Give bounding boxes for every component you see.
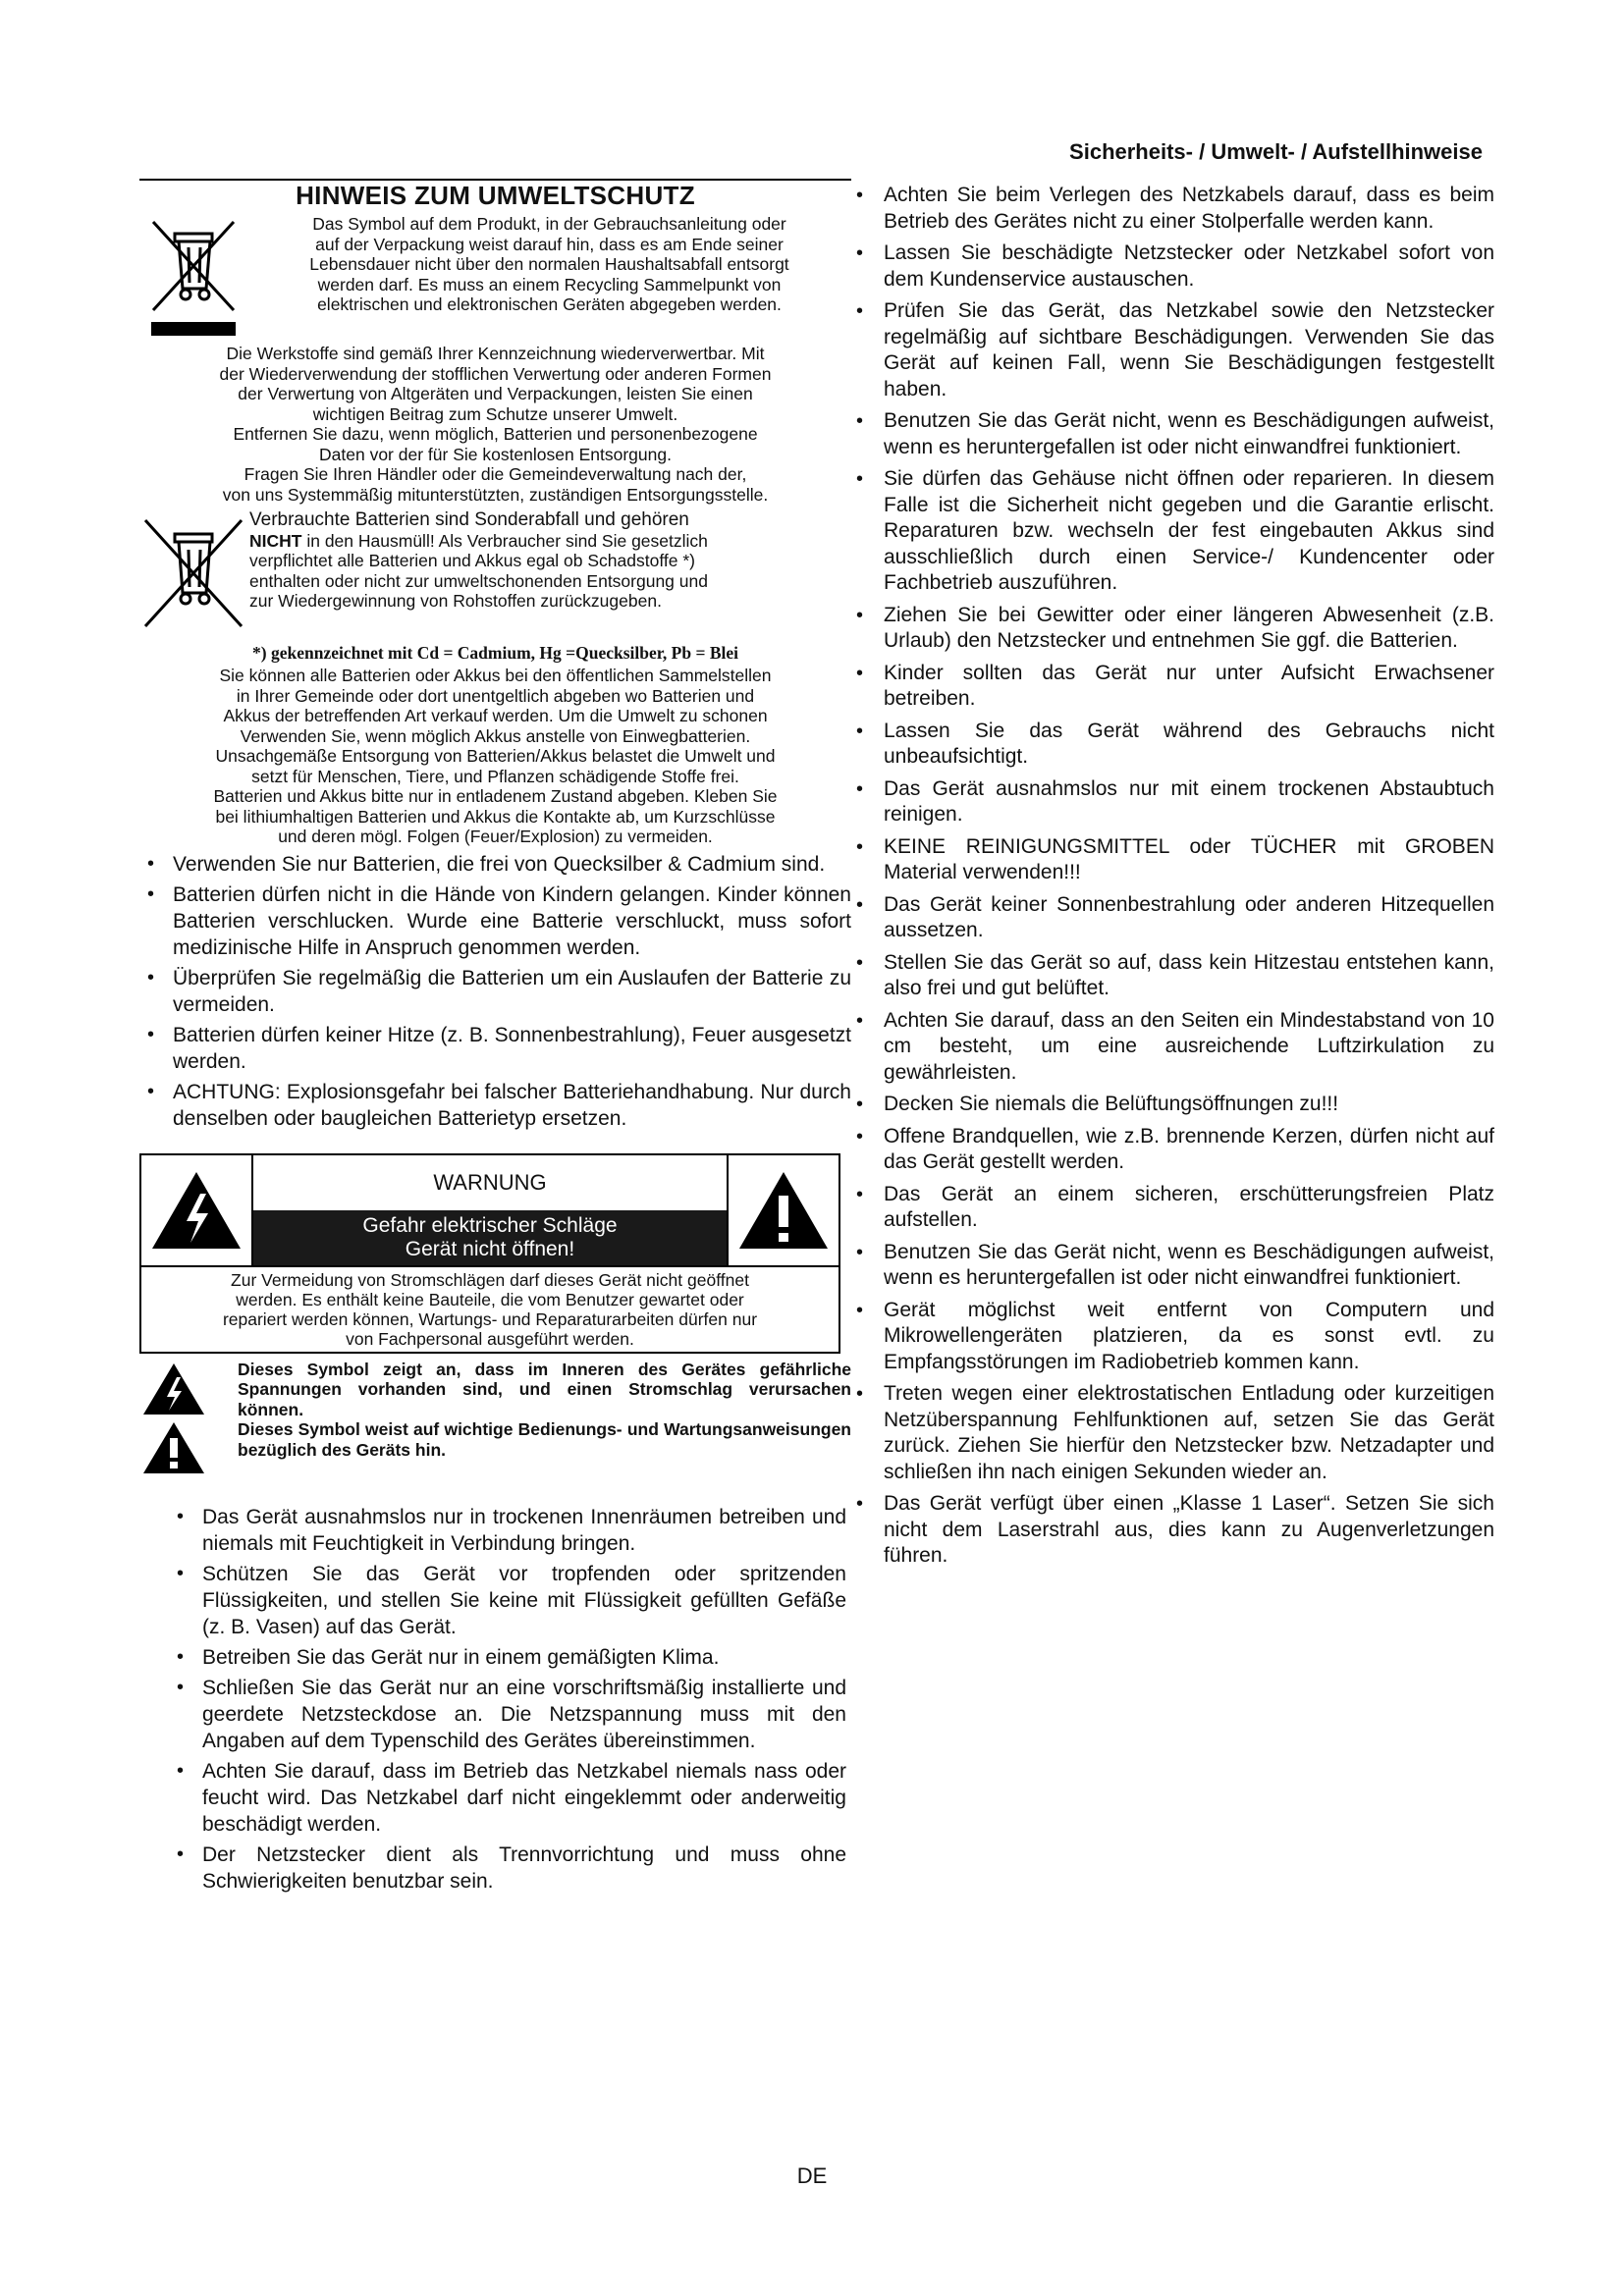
text-line: Batterien und Akkus bitte nur in entladenem Zustand abgeben. Kleben Sie: [213, 786, 778, 806]
warning-box: [139, 1153, 840, 1354]
crossed-battery-bin-icon: [139, 510, 247, 638]
text-line: Lebensdauer nicht über den normalen Haushaltsabfall entsorgt: [309, 254, 789, 274]
text-line: zur Wiedergewinnung von Rohstoffen zurückzugeben.: [249, 591, 662, 611]
list-item: • Kinder sollten das Gerät nur unter Aufsicht Erwachsener betreiben.: [856, 661, 1494, 713]
text-line: auf der Verpackung weist darauf hin, dass es am Ende seiner: [315, 234, 784, 254]
text-line: Verwenden Sie, wenn möglich Akkus anstelle von Einwegbatterien.: [240, 725, 751, 746]
battery-block: [139, 510, 851, 638]
warning-line: Gerät nicht öffnen!: [405, 1237, 575, 1260]
crossed-bin-icon: [139, 212, 247, 338]
symbol-icons: [139, 1360, 238, 1482]
left-safety-bullets: [139, 1504, 846, 1895]
text-line: [249, 531, 851, 552]
list-item: • Der Netzstecker dient als Trennvorrichtung und muss ohne Schwierigkeiten benutzbar sein.: [169, 1842, 846, 1895]
legend-icons: [139, 1360, 208, 1477]
list-item: • Schließen Sie das Gerät nur an eine vorschriftsmäßig installierte und geerdete Netzsteckdose an. Die Netzspannung muss mit den Angaben auf dem Typenschild des Gerätes übereinstimmen.: [169, 1675, 846, 1754]
warning-header: [141, 1155, 839, 1267]
text-line: wichtigen Beitrag zum Schutze unserer Umwelt.: [312, 403, 678, 424]
list-item: • Betreiben Sie das Gerät nur in einem gemäßigten Klima.: [169, 1644, 846, 1671]
list-item: • Stellen Sie das Gerät so auf, dass kein Hitzestau entstehen kann, also frei und gut belüftet.: [856, 950, 1494, 1002]
text-line: Entfernen Sie dazu, wenn möglich, Batterien und personenbezogene: [233, 424, 758, 444]
text-line: Zur Vermeidung von Stromschlägen darf dieses Gerät nicht geöffnet: [231, 1269, 749, 1290]
list-item: • Das Gerät keiner Sonnenbestrahlung oder anderen Hitzequellen aussetzen.: [856, 892, 1494, 944]
battery-line: in den Hausmüll! Als Verbraucher sind Sie gesetzlich: [306, 530, 708, 551]
list-item: • Das Gerät verfügt über einen „Klasse 1 Laser“. Setzen Sie sich nicht dem Laserstrahl aus, dies kann zu Augenverletzungen führen.: [856, 1491, 1494, 1570]
exclamation-warning-icon: [729, 1155, 839, 1265]
list-item: • Schützen Sie das Gerät vor tropfenden oder spritzenden Flüssigkeiten, und stellen Sie keine mit Flüssigkeit gefüllten Gefäße (z. B. Vasen) auf das Gerät.: [169, 1561, 846, 1640]
footnote: *) gekennzeichnet mit Cd = Cadmium, Hg =Quecksilber, Pb = Blei: [252, 643, 738, 663]
page-header: Sicherheits- / Umwelt- / Aufstellhinweise: [1069, 139, 1483, 164]
text-line: setzt für Menschen, Tiere, und Pflanzen schädigende Stoffe frei.: [251, 766, 739, 786]
list-item: • Lassen Sie das Gerät während des Gebrauchs nicht unbeaufsichtigt.: [856, 719, 1494, 771]
list-item: • Achten Sie darauf, dass an den Seiten ein Mindestabstand von 10 cm besteht, um eine ausreichende Luftzirkulation zu gewährleisten.: [856, 1008, 1494, 1087]
warning-dark-panel: [253, 1210, 727, 1265]
list-item: • Überprüfen Sie regelmäßig die Batterien um ein Auslaufen der Batterie zu vermeiden.: [139, 965, 851, 1018]
right-safety-bullets: [856, 183, 1494, 1570]
text-line: von uns Systemmäßig mitunterstützten, zuständigen Entsorgungsstelle.: [222, 484, 769, 505]
list-item: • Benutzen Sie das Gerät nicht, wenn es Beschädigungen aufweist, wenn es heruntergefallen ist oder nicht einwandfrei funktioniert.: [856, 408, 1494, 460]
text-line: elektrischen und elektronischen Geräten abgegeben werden.: [317, 294, 782, 314]
list-item: • Gerät möglichst weit entfernt von Computern und Mikrowellengeräten platzieren, da es sonst evtl. zu Empfangsstörungen im Radiobetrieb kommen kann.: [856, 1298, 1494, 1376]
text-line: der Verwertung von Altgeräten und Verpackungen, leisten Sie einen: [238, 384, 753, 403]
lightning-warning-icon: [141, 1155, 251, 1265]
text-line: [249, 510, 851, 531]
text-line: von Fachpersonal ausgeführt werden.: [346, 1328, 634, 1349]
text-line: Das Symbol auf dem Produkt, in der Gebrauchsanleitung oder: [312, 214, 786, 234]
list-item: • KEINE REINIGUNGSMITTEL oder TÜCHER mit GROBEN Material verwenden!!!: [856, 834, 1494, 886]
text-line: bei lithiumhaltigen Batterien und Akkus die Kontakte ab, um Kurzschlüsse: [215, 806, 776, 827]
text-line: Daten vor der für Sie kostenlosen Entsorgung.: [319, 444, 672, 464]
weee-text: [247, 212, 851, 315]
list-item: • Prüfen Sie das Gerät, das Netzkabel sowie den Netzstecker regelmäßig auf sichtbare Beschädigungen. Verwenden Sie das Gerät auf keinen Fall, wenn Sie Beschädigungen festgestellt haben.: [856, 298, 1494, 402]
right-column: [856, 183, 1494, 1575]
list-item: • Achten Sie darauf, dass im Betrieb das Netzkabel niemals nass oder feucht wird. Das Netzkabel darf nicht eingeklemmt oder anderweitig beschädigt werden.: [169, 1758, 846, 1838]
page-footer-lang: DE: [796, 2163, 828, 2188]
text-line: Akkus der betreffenden Art verkauf werden. Um die Umwelt zu schonen: [223, 706, 768, 725]
list-item: • ACHTUNG: Explosionsgefahr bei falscher Batteriehandhabung. Nur durch denselben oder baugleichen Batterietyp ersetzen.: [139, 1079, 851, 1132]
list-item: • Decken Sie niemals die Belüftungsöffnungen zu!!!: [856, 1092, 1494, 1118]
recycling-paragraph: [139, 344, 851, 505]
text-line: Unsachgemäße Entsorgung von Batterien/Akkus belastet die Umwelt und: [215, 746, 776, 766]
list-item: • Lassen Sie beschädigte Netzstecker oder Netzkabel sofort von dem Kundenservice austauschen.: [856, 240, 1494, 293]
text-line: enthalten oder nicht zur umweltschonenden Entsorgung und: [249, 570, 708, 591]
list-item: • Batterien dürfen keiner Hitze (z. B. Sonnenbestrahlung), Feuer ausgesetzt werden.: [139, 1022, 851, 1075]
warning-title: WARNUNG: [433, 1169, 547, 1195]
list-item: • Das Gerät an einem sicheren, erschütterungsfreien Platz aufstellen.: [856, 1182, 1494, 1234]
weee-block: [139, 212, 851, 338]
list-item: • Das Gerät ausnahmslos nur in trockenen Innenräumen betreiben und niemals mit Feuchtigkeit in Verbindung bringen.: [169, 1504, 846, 1557]
text-line: werden darf. Es muss an einem Recycling Sammelpunkt von: [317, 274, 782, 294]
text-line: und deren mögl. Folgen (Feuer/Explosion) zu vermeiden.: [278, 827, 713, 846]
warning-line: Gefahr elektrischer Schläge: [362, 1213, 618, 1237]
text-line: verpflichtet alle Batterien und Akkus egal ob Schadstoffe *): [249, 551, 695, 570]
env-title: HINWEIS ZUM UMWELTSCHUTZ: [296, 181, 695, 210]
list-item: • Offene Brandquellen, wie z.B. brennende Kerzen, dürfen nicht auf das Gerät gestellt werden.: [856, 1124, 1494, 1176]
list-item: • Das Gerät ausnahmslos nur mit einem trockenen Abstaubtuch reinigen.: [856, 776, 1494, 828]
text-line: Sie können alle Batterien oder Akkus bei den öffentlichen Sammelstellen: [219, 666, 772, 685]
symbol-desc-1: Dieses Symbol zeigt an, dass im Inneren des Gerätes gefährliche Spannungen vorhanden sind, und einen Stromschlag verursachen können.: [238, 1359, 851, 1419]
list-item: • Benutzen Sie das Gerät nicht, wenn es Beschädigungen aufweist, wenn es heruntergefallen ist oder nicht einwandfrei funktioniert.: [856, 1240, 1494, 1292]
list-item: • Ziehen Sie bei Gewitter oder einer längeren Abwesenheit (z.B. Urlaub) den Netzstecker und entnehmen Sie ggf. die Batterien.: [856, 603, 1494, 655]
symbol-legend: [139, 1360, 851, 1482]
text-line: werden. Es enthält keine Bauteile, die vom Benutzer gewartet oder: [236, 1289, 744, 1309]
warning-center: [251, 1155, 729, 1265]
list-item: • Batterien dürfen nicht in die Hände von Kindern gelangen. Kinder können Batterien verschlucken. Wurde eine Batterie verschluckt, muss sofort medizinische Hilfe in Anspruch genommen werden.: [139, 881, 851, 961]
list-item: • Verwenden Sie nur Batterien, die frei von Quecksilber & Cadmium sind.: [139, 851, 851, 878]
text-line: Die Werkstoffe sind gemäß Ihrer Kennzeichnung wiederverwertbar. Mit: [226, 344, 765, 363]
text-line: der Wiederverwendung der stofflichen Verwertung oder anderen Formen: [219, 363, 772, 384]
text-line: in Ihrer Gemeinde oder dort unentgeltlich abgeben wo Batterien und: [236, 685, 755, 706]
battery-bold-word: NICHT: [249, 530, 302, 551]
battery-text: [247, 510, 851, 612]
battery-bullets: [139, 851, 851, 1132]
symbol-desc-2: Dieses Symbol weist auf wichtige Bedienungs- und Wartungsanweisungen bezüglich des Geräts hin.: [238, 1419, 851, 1460]
symbol-texts: [238, 1360, 851, 1461]
list-item: • Sie dürfen das Gehäuse nicht öffnen oder reparieren. In diesem Falle ist die Sicherheit nicht gegeben und die Garantie erlischt. Reparaturen bzw. wechseln der fest eingebauten Akkus sind ausschließlich durch einen Service-/ Kundencenter oder Fachbetrieb auszuführen.: [856, 466, 1494, 597]
list-item: • Achten Sie beim Verlegen des Netzkabels darauf, dass es beim Betrieb des Gerätes nicht zu einer Stolperfalle werden kann.: [856, 183, 1494, 235]
list-item: • Treten wegen einer elektrostatischen Entladung oder kurzeitigen Netzüberspannung Fehlfunktionen auf, setzen Sie das Gerät zurück. Ziehen Sie hierfür den Netzstecker bzw. Netzadapter und schließen ihn nach einigen Sekunden wieder an.: [856, 1381, 1494, 1485]
text-line: Fragen Sie Ihren Händler oder die Gemeindeverwaltung nach der,: [244, 464, 747, 484]
battery-line: Verbrauchte Batterien sind Sonderabfall und gehören: [249, 509, 689, 530]
text-line: repariert werden können, Wartungs- und Reparaturarbeiten dürfen nur: [222, 1308, 758, 1329]
warning-description: [141, 1267, 839, 1352]
battery-paragraph: [139, 666, 851, 847]
left-column: [139, 179, 851, 1898]
